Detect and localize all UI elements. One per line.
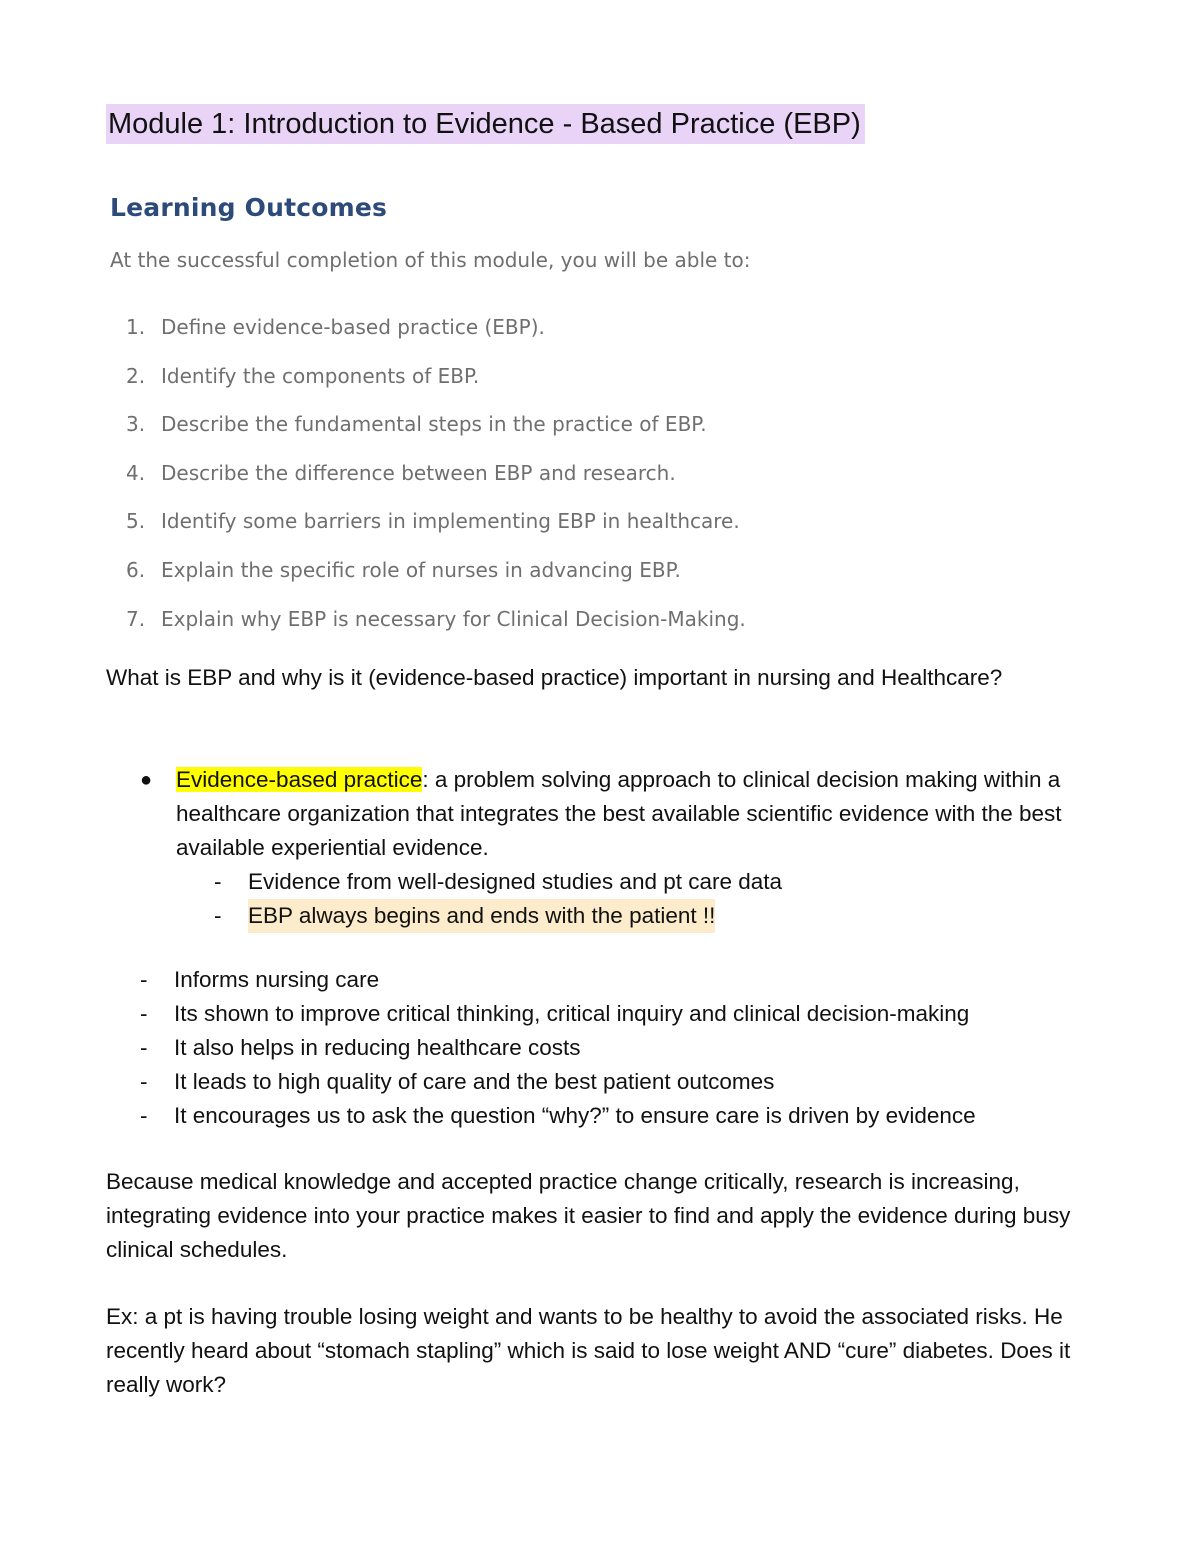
paragraph-example: Ex: a pt is having trouble losing weight and wants to be healthy to avoid the associated risks. He recently heard about “stomach stapling” which is said to lose weight AND “cure” diabetes. Does it really work? [106,1304,1071,1397]
outcome-item [126,555,746,604]
outcome-number: 6. [126,557,146,582]
importance-text: It encourages us to ask the question “why?” to ensure care is driven by evidence [174,1103,976,1128]
importance-item [140,997,1140,1031]
definition-bullet [140,763,1120,865]
learning-outcomes-list [126,312,746,652]
definition-sub-list [214,865,1194,933]
sub-list-item [214,899,1194,933]
outcome-number: 7. [126,606,146,631]
outcome-item [126,458,746,507]
dash-bullet: - [140,1103,148,1128]
dash-bullet: - [214,869,222,894]
importance-text: It leads to high quality of care and the best patient outcomes [174,1069,775,1094]
outcome-number: 1. [126,315,146,339]
outcome-text: Explain the specific role of nurses in advancing EBP. [161,557,681,582]
ebp-question: What is EBP and why is it (evidence-based practice) important in nursing and Healthcare? [106,665,1003,690]
outcome-text: Describe the difference between EBP and research. [161,460,676,485]
dash-bullet: - [140,1035,148,1060]
bullet-icon: ● [140,769,153,791]
importance-item [140,1065,1140,1099]
importance-text: It also helps in reducing healthcare costs [174,1035,581,1060]
dash-bullet: - [140,1069,148,1094]
outcome-text: Define evidence-based practice (EBP). [161,315,545,339]
definition-content [176,763,1096,865]
learning-outcomes-intro: At the successful completion of this module, you will be able to: [110,248,751,272]
definition-text: : a problem solving approach to clinical decision making within a healthcare organization that integrates the best available scientific evidence with the best available experiential evidence. [176,767,1062,860]
outcome-item [126,409,746,458]
dash-bullet: - [140,1001,148,1026]
outcome-item [126,312,746,361]
importance-text: Its shown to improve critical thinking, critical inquiry and clinical decision-making [174,1001,970,1026]
sub-item-text: Evidence from well-designed studies and pt care data [248,869,783,894]
importance-item [140,1031,1140,1065]
outcome-item [126,506,746,555]
outcome-number: 2. [126,363,146,388]
outcome-number: 4. [126,460,146,485]
importance-item [140,963,1140,997]
outcome-text: Explain why EBP is necessary for Clinical Decision-Making. [161,606,746,631]
learning-outcomes-heading: Learning Outcomes [110,193,388,222]
outcome-text: Identify the components of EBP. [161,363,480,388]
sub-list-item [214,865,1194,899]
outcome-text: Describe the fundamental steps in the practice of EBP. [161,412,707,437]
outcome-text: Identify some barriers in implementing EBP in healthcare. [161,509,740,534]
outcome-number: 5. [126,509,146,534]
paragraph-because: Because medical knowledge and accepted practice change critically, research is increasing, integrating evidence into your practice makes it easier to find and apply the evidence during busy clinical schedules. [106,1169,1071,1262]
outcome-number: 3. [126,412,146,437]
outcome-item [126,604,746,653]
definition-block [140,763,1120,933]
patient-highlight-text: EBP always begins and ends with the patient !! [248,899,715,933]
outcome-item [126,361,746,410]
importance-item [140,1099,1140,1133]
definition-term: Evidence-based practice [176,767,423,792]
dash-bullet: - [214,903,222,928]
importance-list [140,963,1140,1133]
dash-bullet: - [140,967,148,992]
importance-text: Informs nursing care [174,967,380,992]
module-title: Module 1: Introduction to Evidence - Based Practice (EBP) [106,104,865,144]
